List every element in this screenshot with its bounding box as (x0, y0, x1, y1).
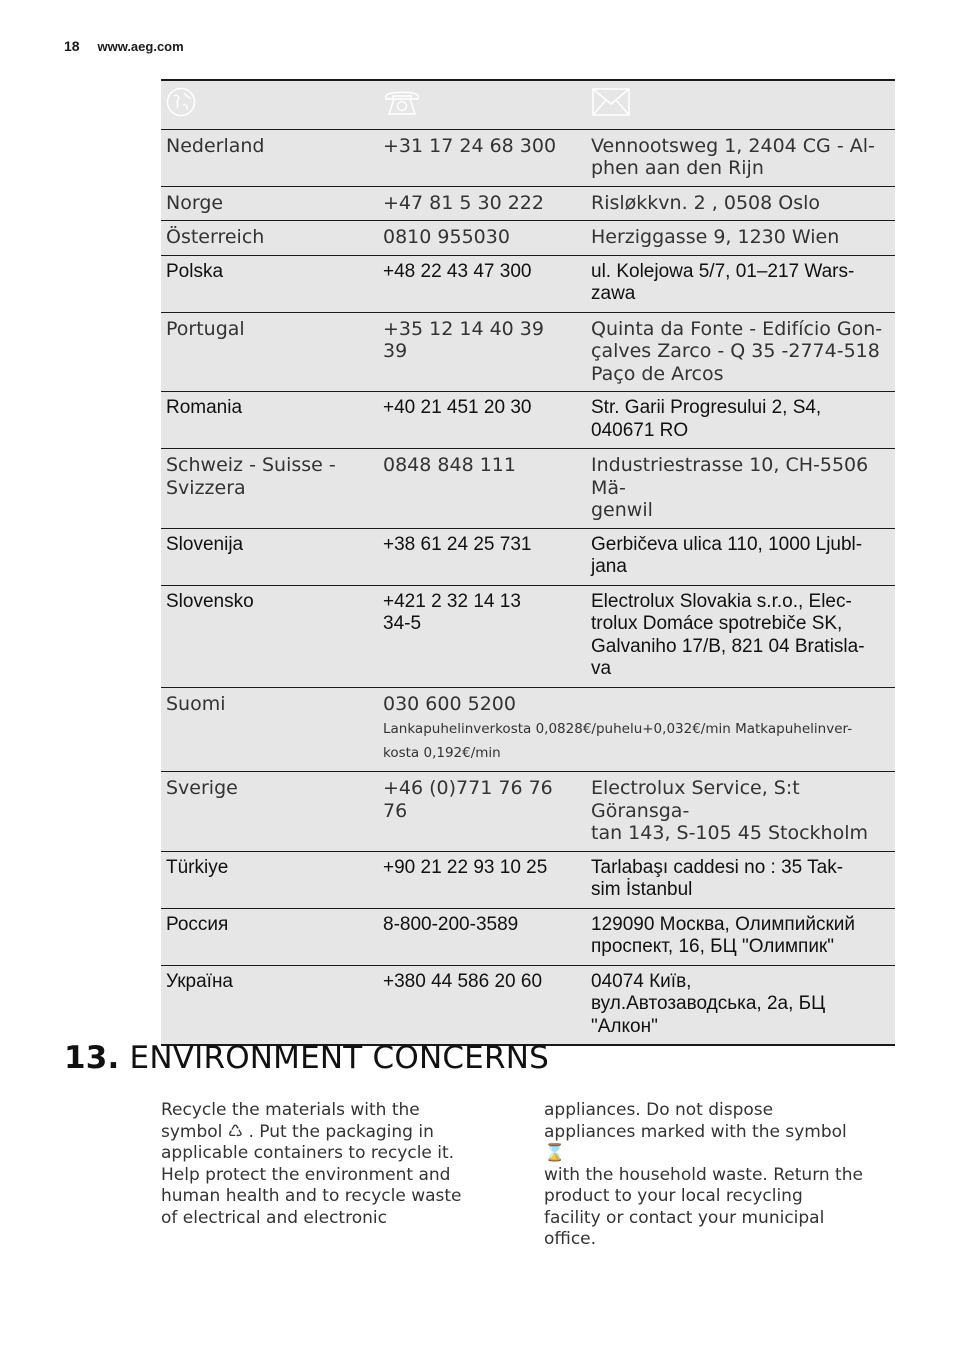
table-row (161, 221, 895, 256)
address-cell: 04074 Київ, вул.Автозаводська, 2а, БЦ "Алкон" (591, 970, 826, 1037)
address-cell: Herziggasse 9, 1230 Wien (591, 226, 840, 248)
phone-cell: +48 22 43 47 300 (383, 260, 532, 282)
address-cell: Risløkkvn. 2 , 0508 Oslo (591, 191, 821, 214)
table-row (161, 965, 895, 1045)
table-row (161, 186, 895, 221)
telephone-icon (383, 86, 421, 118)
globe-icon (166, 87, 196, 117)
country-cell: Schweiz - Suisse - Svizzera (166, 454, 336, 499)
phone-cell: +31 17 24 68 300 (383, 134, 557, 157)
website-link[interactable]: www.aeg.com (97, 39, 184, 54)
address-cell: Electrolux Service, S:t Göransga- tan 143, S-105 45 Stockholm (591, 777, 868, 844)
country-cell: Suomi (166, 692, 226, 715)
table-row (161, 129, 895, 186)
country-cell: Sverige (166, 777, 238, 799)
phone-cell: +46 (0)771 76 76 76 (383, 777, 553, 822)
section-text-right: appliances. Do not dispose appliances marked with the symbol ⌛ with the household waste. Return the product to your local recycling facility or contact your municipal office. (544, 1100, 863, 1249)
address-cell: Gerbičeva ulica 110, 1000 Ljubl- jana (591, 533, 863, 577)
header-phone-cell (372, 80, 579, 129)
table-row (161, 255, 895, 312)
address-cell: Str. Garii Progresului 2, S4, 040671 RO (591, 397, 822, 441)
phone-cell: +421 2 32 14 13 34-5 (383, 590, 521, 634)
section-text-left: Recycle the materials with the symbol ♺ . Put the packaging in applicable containers to recycle it. Help protect the environment and human health and to recycle waste of electrical and electronic (161, 1100, 462, 1228)
country-cell: Україна (166, 970, 234, 992)
country-cell: Portugal (166, 317, 245, 340)
address-cell: ul. Kolejowa 5/7, 01–217 Wars- zawa (591, 260, 855, 304)
table-row (161, 687, 895, 772)
phone-cell: +380 44 586 20 60 (383, 970, 543, 992)
phone-cell (372, 687, 895, 772)
table-row (161, 449, 895, 529)
country-cell: Россия (166, 913, 229, 935)
phone-cell: +47 81 5 30 222 (383, 191, 544, 214)
phone-cell: +35 12 14 40 39 39 (383, 317, 544, 362)
country-cell: Norge (166, 191, 224, 214)
phone-cell: +40 21 451 20 30 (383, 397, 532, 418)
address-cell: Industriestrasse 10, CH-5506 Mä- genwil (591, 454, 869, 521)
section-title: ENVIRONMENT CONCERNS (129, 1040, 549, 1076)
table-row (161, 528, 895, 585)
section-heading (64, 1040, 549, 1076)
country-cell: Polska (166, 260, 224, 282)
country-cell: Slovenija (166, 533, 244, 555)
address-cell: Quinta da Fonte - Edifício Gon- çalves Zarco - Q 35 -2774-518 Paço de Arcos (591, 317, 883, 385)
table-header-row (161, 80, 895, 129)
country-cell: Slovensko (166, 590, 254, 612)
page-number: 18 (64, 38, 80, 54)
phone-cell: 0810 955030 (383, 226, 510, 248)
phone-cell: 8-800-200-3589 (383, 913, 519, 935)
phone-number: 030 600 5200 (383, 692, 516, 715)
table-row (161, 908, 895, 965)
table-row (161, 772, 895, 852)
address-cell: Tarlabaşı caddesi no : 35 Tak- sim İstanbul (591, 856, 844, 900)
country-cell: Romania (166, 397, 243, 418)
address-cell: 129090 Москва, Олимпийский проспект, 16, БЦ "Олимпик" (591, 913, 855, 957)
service-contacts-table (161, 79, 895, 1046)
address-cell: Vennootsweg 1, 2404 CG - Al- phen aan den Rijn (591, 134, 875, 179)
section-number: 13. (64, 1040, 120, 1076)
envelope-icon (591, 86, 631, 118)
country-cell: Nederland (166, 134, 265, 157)
address-cell: Electrolux Slovakia s.r.o., Elec- trolux Domáce spotrebiče SK, Galvaniho 17/B, 821 04 Bratisla- va (591, 590, 865, 679)
header-mail-cell (579, 80, 895, 129)
tariff-note: Lankapuhelinverkosta 0,0828€/puhelu+0,032€/min Matkapuhelinver- kosta 0,192€/min (383, 721, 853, 761)
page-header (64, 38, 184, 54)
phone-cell: 0848 848 111 (383, 454, 516, 476)
header-globe-cell (161, 80, 372, 129)
phone-cell: +90 21 22 93 10 25 (383, 856, 548, 878)
table-row (161, 312, 895, 392)
table-row (161, 851, 895, 908)
table-row (161, 585, 895, 687)
country-cell: Türkiye (166, 856, 229, 878)
table-row (161, 392, 895, 449)
phone-cell: +38 61 24 25 731 (383, 533, 532, 555)
country-cell: Österreich (166, 226, 265, 248)
